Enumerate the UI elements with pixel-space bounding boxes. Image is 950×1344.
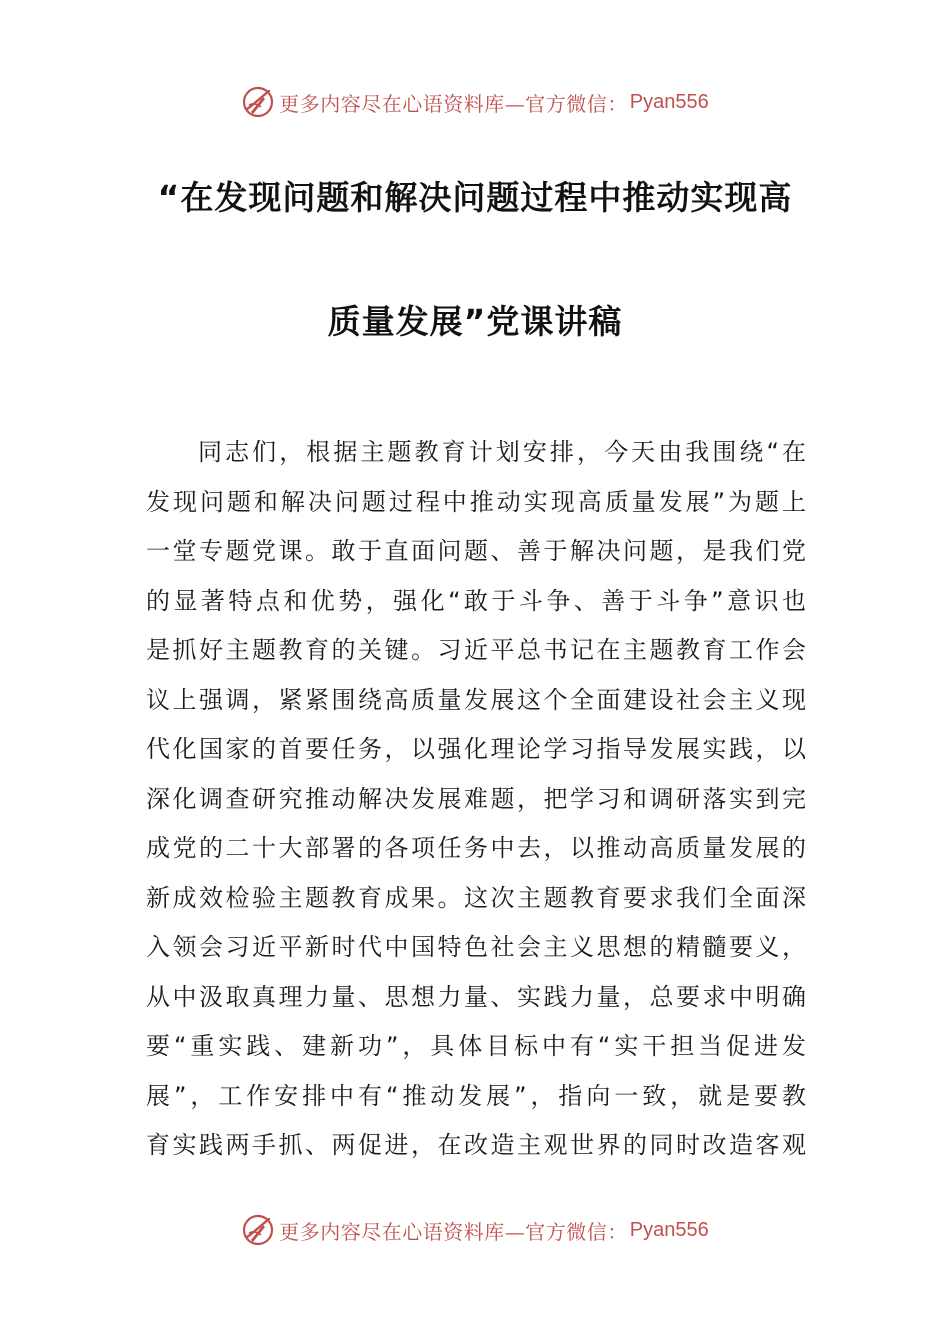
body-line: 展”，工作安排中有“推动发展”，指向一致，就是要教 — [146, 1081, 806, 1110]
body-line: 发现问题和解决问题过程中推动实现高质量发展”为题上 — [146, 487, 806, 516]
document-title-line-1: “在发现问题和解决问题过程中推动实现高 — [157, 178, 793, 217]
body-paragraph — [146, 428, 806, 1171]
body-line: 同志们，根据主题教育计划安排，今天由我围绕“在 — [198, 438, 806, 466]
watermark-footer — [0, 1210, 950, 1250]
watermark-wechat-id: Pyan556 — [629, 1218, 709, 1241]
body-line: 入领会习近平新时代中国特色社会主义思想的精髓要义， — [146, 933, 806, 961]
body-line: 新成效检验主题教育成果。这次主题教育要求我们全面深 — [146, 883, 806, 912]
pen-logo-icon — [241, 1213, 275, 1247]
body-line: 议上强调，紧紧围绕高质量发展这个全面建设社会主义现 — [146, 685, 806, 714]
body-line: 代化国家的首要任务，以强化理论学习指导发展实践，以 — [146, 735, 806, 763]
body-line: 一堂专题党课。敢于直面问题、善于解决问题，是我们党 — [146, 537, 806, 565]
body-line: 从中汲取真理力量、思想力量、实践力量，总要求中明确 — [146, 982, 806, 1011]
watermark-text: 更多内容尽在心语资料库—官方微信： — [279, 91, 628, 116]
body-line: 是抓好主题教育的关键。习近平总书记在主题教育工作会 — [146, 636, 806, 664]
body-line: 要“重实践、建新功”，具体目标中有“实干担当促进发 — [146, 1032, 806, 1060]
body-line: 深化调查研究推动解决发展难题，把学习和调研落实到完 — [146, 784, 806, 813]
pen-logo-icon — [241, 85, 275, 119]
document-title-line-2: 质量发展”党课讲稿 — [327, 302, 623, 341]
body-line: 育实践两手抓、两促进，在改造主观世界的同时改造客观 — [146, 1131, 806, 1159]
body-line: 的显著特点和优势，强化“敢于斗争、善于斗争”意识也 — [146, 586, 806, 615]
watermark-wechat-id: Pyan556 — [629, 90, 709, 113]
body-line: 成党的二十大部署的各项任务中去，以推动高质量发展的 — [146, 834, 806, 862]
watermark-header — [0, 82, 950, 122]
watermark-text: 更多内容尽在心语资料库—官方微信： — [279, 1219, 628, 1244]
